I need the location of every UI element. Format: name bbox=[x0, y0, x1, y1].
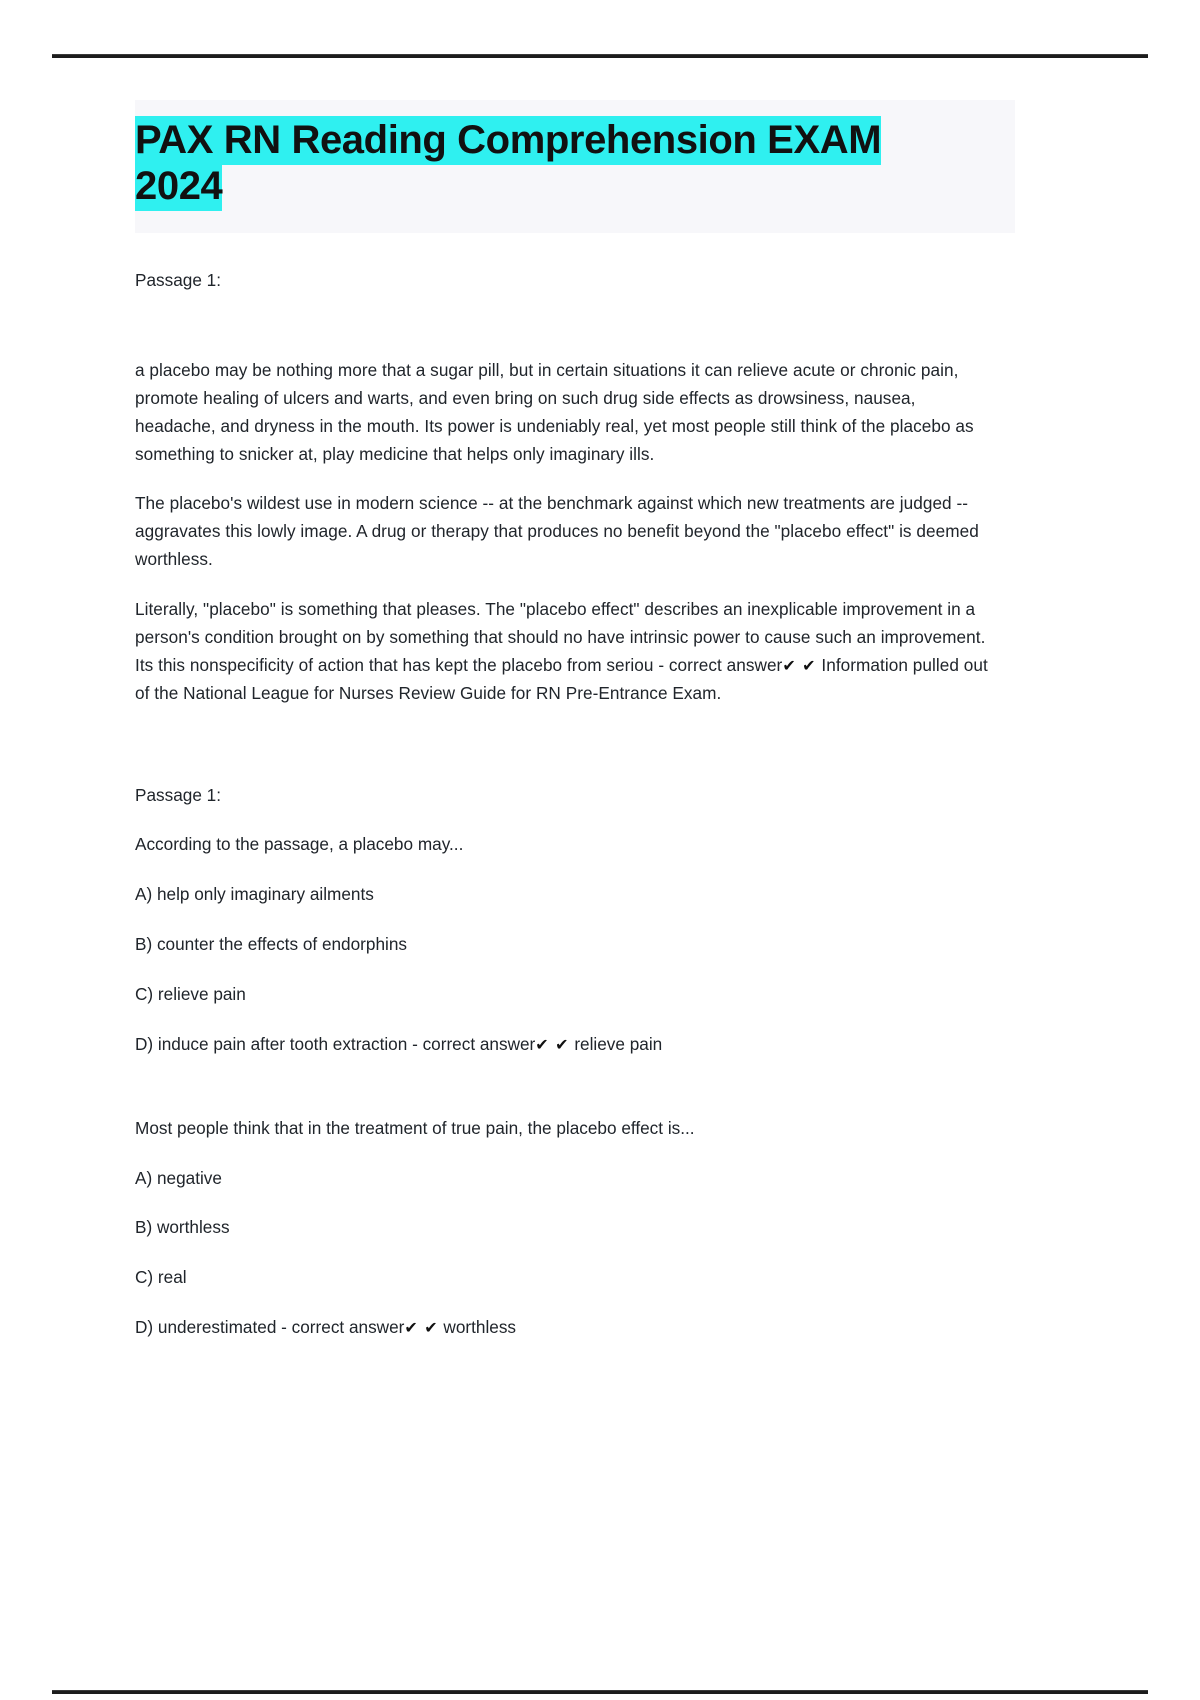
header-rule bbox=[52, 54, 1148, 58]
question-1-option-a[interactable]: A) help only imaginary ailments bbox=[135, 884, 374, 905]
question-2-option-d[interactable] bbox=[0, 1314, 990, 1342]
page-title bbox=[135, 118, 1015, 209]
document-content bbox=[0, 100, 1200, 1364]
question-1-prompt: According to the passage, a placebo may... bbox=[135, 834, 464, 855]
question-1-option-c[interactable]: C) relieve pain bbox=[135, 983, 246, 1004]
correct-answer-check-icon: ✔ ✔ bbox=[782, 657, 817, 675]
footer-rule bbox=[52, 1690, 1148, 1694]
question-2-prompt: Most people think that in the treatment of true pain, the placebo effect is... bbox=[135, 1117, 695, 1138]
question-1-option-b[interactable]: B) counter the effects of endorphins bbox=[135, 934, 407, 955]
spacer bbox=[0, 295, 1200, 357]
question-1-option-d-text: D) induce pain after tooth extraction - correct answer bbox=[135, 1033, 536, 1054]
passage-heading: Passage 1: bbox=[135, 270, 221, 291]
question-1-passage-label: Passage 1: bbox=[135, 784, 221, 805]
question-2-option-d-text: D) underestimated - correct answer bbox=[135, 1317, 405, 1338]
passage-paragraph-3-text: Literally, "placebo" is something that pleases. The "placebo effect" describes an inexplicable improvement in a person's condition brought on by something that should no have intrinsic power to cause such an improvement. Its this nonspecificity of action that has kept the placebo from seriou - correct answer bbox=[135, 599, 986, 675]
passage-paragraph-3 bbox=[0, 596, 990, 707]
spacer bbox=[0, 233, 1200, 267]
passage-paragraph-2: The placebo's wildest use in modern science -- at the benchmark against which new treatments are judged -- aggravates this lowly image. A drug or therapy that produces no benefit beyond the "placebo effect" is deemed worthless. bbox=[135, 493, 979, 570]
correct-answer-check-icon: ✔ ✔ bbox=[535, 1036, 570, 1054]
correct-answer-check-icon: ✔ ✔ bbox=[404, 1320, 439, 1338]
passage-paragraph-1: a placebo may be nothing more that a sugar pill, but in certain situations it can relieve acute or chronic pain, promote healing of ulcers and warts, and even bring on such drug side effects as drowsiness, nausea, headache, and dryness in the mouth. Its power is undeniably real, yet most people still think of the placebo as something to snicker at, play medicine that helps only imaginary ills. bbox=[135, 360, 974, 464]
question-1-option-d[interactable] bbox=[0, 1031, 990, 1059]
question-2-option-a[interactable]: A) negative bbox=[135, 1167, 222, 1188]
passage-paragraph-3-answer: Information pulled out of the National League for Nurses Review Guide for RN Pre-Entrance Exam. bbox=[135, 654, 988, 703]
question-2-option-c[interactable]: C) real bbox=[135, 1267, 187, 1288]
spacer bbox=[0, 730, 1200, 782]
spacer bbox=[0, 1081, 1200, 1115]
page-title-line-1: PAX RN Reading Comprehension EXAM bbox=[135, 116, 881, 165]
title-block bbox=[135, 100, 1015, 233]
question-2-answer: worthless bbox=[438, 1317, 517, 1338]
page-title-line-2: 2024 bbox=[135, 162, 222, 211]
question-1-answer: relieve pain bbox=[569, 1033, 663, 1054]
question-2-option-b[interactable]: B) worthless bbox=[135, 1217, 230, 1238]
